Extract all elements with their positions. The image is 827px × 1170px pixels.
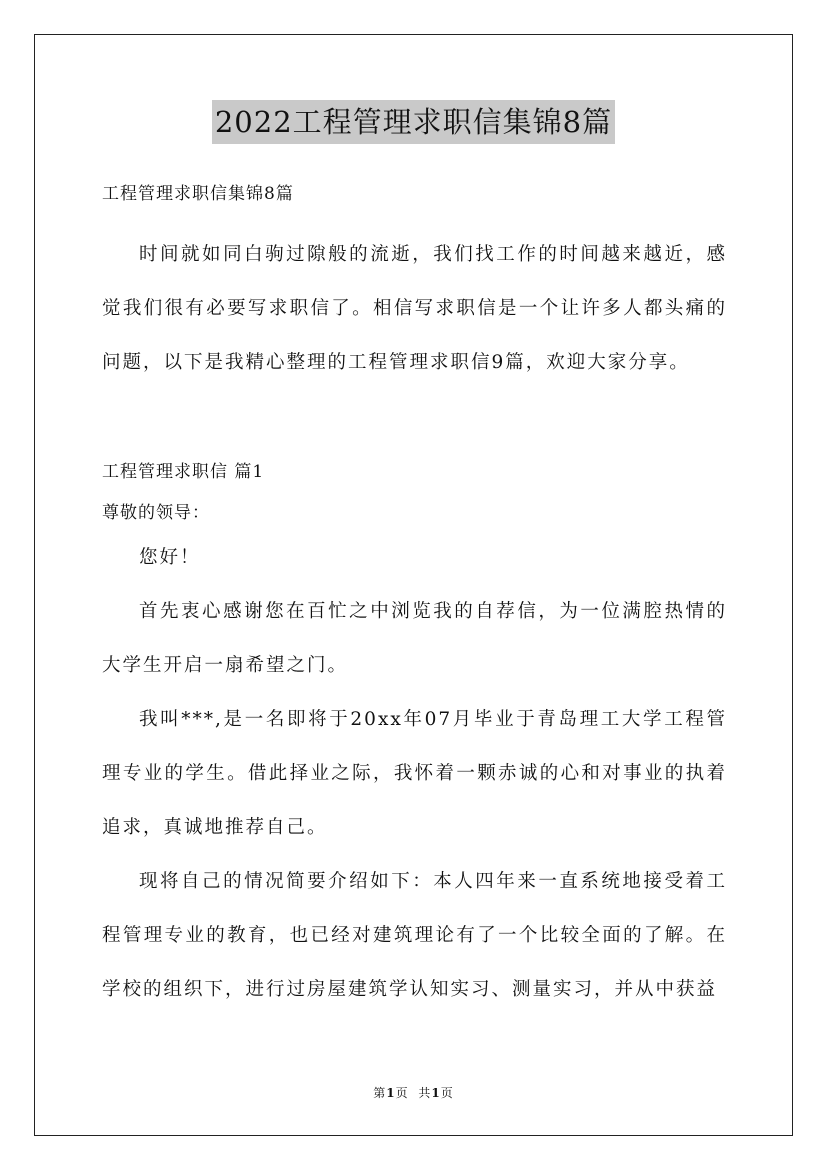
page-label-suffix: 页 [395, 1086, 409, 1100]
total-label-suffix: 页 [440, 1086, 454, 1100]
page-footer [0, 1084, 827, 1102]
greeting: 您好！ [139, 547, 201, 568]
document-body [102, 176, 727, 1017]
document-subtitle: 工程管理求职信集锦8篇 [102, 184, 294, 204]
body-paragraph: 我叫***,是一名即将于20xx年07月毕业于青岛理工大学工程管理专业的学生。借此择业之际，我怀着一颗赤诚的心和对事业的执着追求，真诚地推荐自己。 [102, 709, 727, 838]
intro-paragraph: 时间就如同白驹过隙般的流逝，我们找工作的时间越来越近，感觉我们很有必要写求职信了。相信写求职信是一个让许多人都头痛的问题，以下是我精心整理的工程管理求职信9篇，欢迎大家分享。 [102, 244, 727, 373]
page-number: 1 [386, 1086, 396, 1100]
body-paragraph: 首先衷心感谢您在百忙之中浏览我的自荐信，为一位满腔热情的大学生开启一扇希望之门。 [102, 601, 727, 676]
page-label-prefix: 第 [373, 1086, 387, 1100]
total-pages: 1 [431, 1086, 441, 1100]
total-label-prefix: 共 [418, 1086, 432, 1100]
salutation: 尊敬的领导： [102, 503, 210, 523]
title-block [0, 100, 827, 144]
document-title: 2022工程管理求职信集锦8篇 [212, 100, 615, 144]
body-paragraph: 现将自己的情况简要介绍如下：本人四年来一直系统地接受着工程管理专业的教育，也已经对建筑理论有了一个比较全面的了解。在学校的组织下，进行过房屋建筑学认知实习、测量实习，并从中获益 [102, 871, 727, 1000]
section-heading: 工程管理求职信 篇1 [102, 462, 265, 482]
